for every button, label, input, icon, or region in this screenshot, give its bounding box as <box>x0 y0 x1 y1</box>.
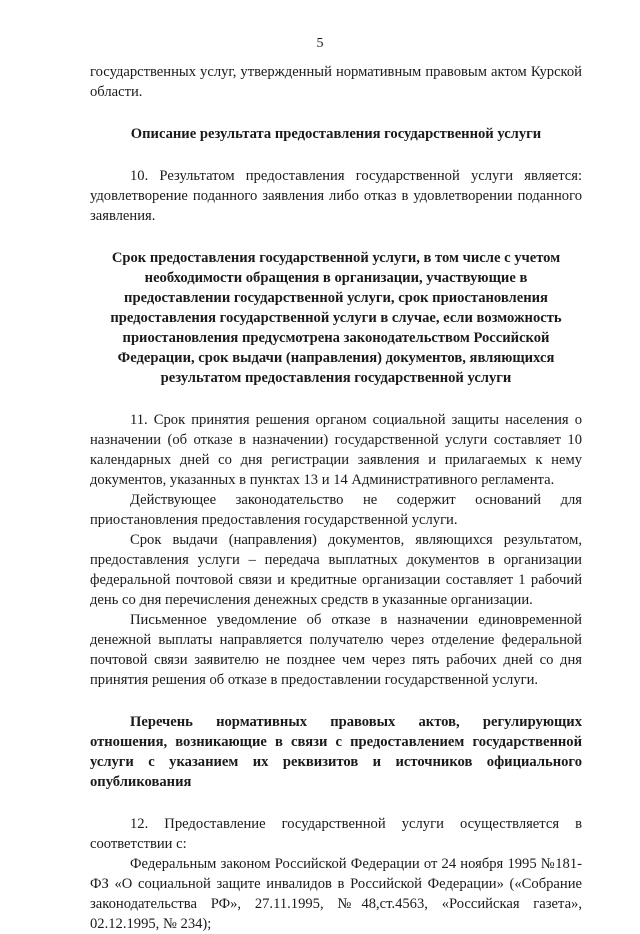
section-heading-deadlines: Срок предоставления государственной услуги, в том числе с учетом необходимости обращения в организации, участвующие в предоставлении государственной услуги, срок приостановления предоставления государственной услуги в случае, если возможность приостановления предусмотрена законодательством Российской Федерации, срок выдачи (направления) документов, являющихся результатом предоставления государственной услуги <box>110 250 562 386</box>
paragraph-12-federal-law: Федеральным законом Российской Федерации от 24 ноября 1995 №181-ФЗ «О социальной защите инвалидов в Российской Федерации» («Собрание законодательства РФ», 27.11.1995, №48,ст.4563, «Российская газета», 02.12.1995, № 234); <box>90 856 582 932</box>
paragraph-11-issuance: Срок выдачи (направления) документов, являющихся результатом, предоставления услуги – передача выплатных документов в организации федеральной почтовой связи и кредитные организации составляет 1 рабочий день со дня перечисления денежных средств в указанные организации. <box>90 532 582 608</box>
section-heading-legal-acts: Перечень нормативных правовых актов, регулирующих отношения, возникающие в связи с предоставлением государственной услуги с указанием их реквизитов и источников официального опубликования <box>90 714 582 790</box>
paragraph-11-refusal-notice: Письменное уведомление об отказе в назначении единовременной денежной выплаты направляется получателю через отделение федеральной почтовой связи заявителю не позднее чем через пять рабочих дней со дня принятия решения об отказе в предоставлении государственной услуги. <box>90 612 582 688</box>
paragraph-continuation: государственных услуг, утвержденный нормативным правовым актом Курской области. <box>90 64 582 100</box>
document-body <box>90 62 582 934</box>
paragraph-10: 10. Результатом предоставления государственной услуги является: удовлетворение поданного заявления либо отказ в удовлетворении поданного заявления. <box>90 168 582 224</box>
paragraph-12: 12. Предоставление государственной услуги осуществляется в соответствии с: <box>90 816 582 852</box>
paragraph-11: 11. Срок принятия решения органом социальной защиты населения о назначении (об отказе в назначении) государственной услуги составляет 10 календарных дней со дня регистрации заявления и прилагаемых к нему документов, указанных в пунктах 13 и 14 Административного регламента. <box>90 412 582 488</box>
section-heading-result: Описание результата предоставления государственной услуги <box>130 126 542 142</box>
paragraph-11-suspension: Действующее законодательство не содержит оснований для приостановления предоставления государственной услуги. <box>90 492 582 528</box>
page-number: 5 <box>316 36 324 51</box>
